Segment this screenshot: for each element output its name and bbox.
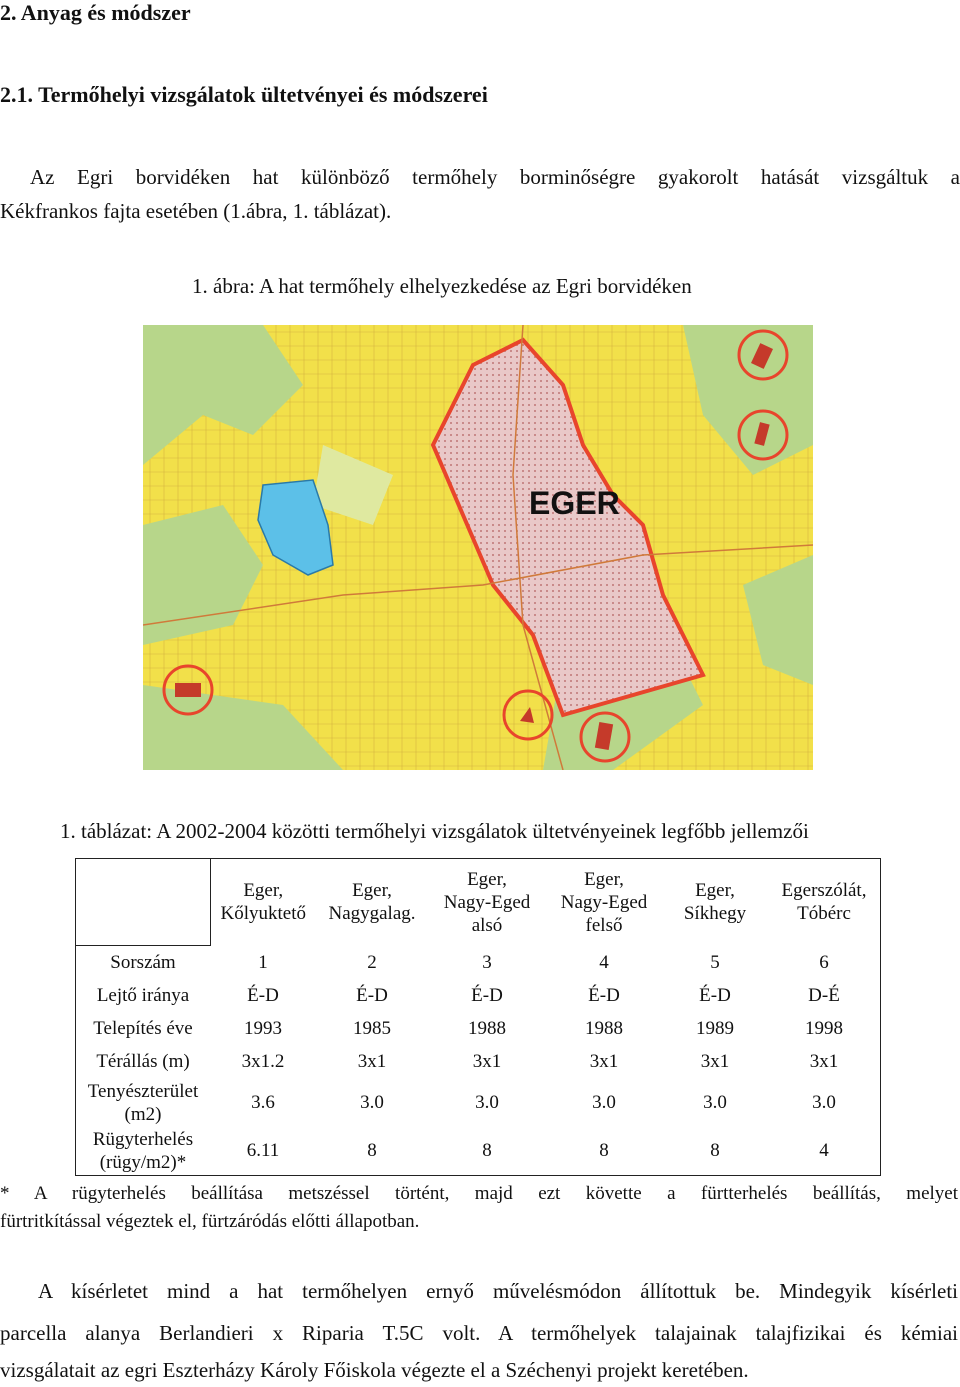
table-cell: 3x1 xyxy=(809,1051,839,1073)
table-cell: 3 xyxy=(482,951,492,973)
subsection-heading: 2.1. Termőhelyi vizsgálatok ültetvényei és módszerei xyxy=(0,82,488,107)
intro-line-1: Az Egri borvidéken hat különböző termőhely borminőségre gyakorolt hatását vizsgáltuk a xyxy=(30,165,960,189)
row-label: Sorszám xyxy=(110,951,176,973)
table-cell: 3.0 xyxy=(703,1092,727,1113)
table-row xyxy=(76,1127,880,1175)
table-cell: É-D xyxy=(247,984,279,1006)
table-row xyxy=(76,1078,880,1126)
table-cell: É-D xyxy=(588,984,620,1006)
table-cell: É-D xyxy=(471,984,503,1006)
para2-line-3: vizsgálatait az egri Eszterházy Károly Főiskola végezte el a Széchenyi projekt keretében. xyxy=(0,1358,749,1382)
table-row xyxy=(76,1012,880,1045)
row-label: Telepítés éve xyxy=(93,1018,193,1040)
table-header-cell: Eger, Síkhegy xyxy=(683,880,747,925)
table-cell: 3.6 xyxy=(251,1092,275,1113)
footnote-line-1: * A rügyterhelés beállítása metszéssel történt, majd ezt követte a fürtterhelés beállítás, melyet xyxy=(0,1183,958,1204)
row-label: Lejtő iránya xyxy=(96,984,190,1006)
table-cell: 1988 xyxy=(585,1018,623,1040)
table-cell: D-É xyxy=(808,984,840,1006)
row-label: Tenyészterület (m2) xyxy=(87,1080,199,1125)
table-cell: 3x1 xyxy=(472,1051,502,1073)
table-row xyxy=(76,1045,880,1078)
table-corner-cell xyxy=(76,859,210,946)
section-heading: 2. Anyag és módszer xyxy=(0,0,191,25)
table-cell: 1998 xyxy=(805,1018,843,1040)
table-header-cell: Eger, Nagy-Eged felső xyxy=(560,868,648,936)
table-cell: 3.0 xyxy=(812,1092,836,1113)
table-cell: 4 xyxy=(599,951,609,973)
row-label: Rügyterhelés (rügy/m2)* xyxy=(92,1128,194,1173)
site-table-grid xyxy=(76,859,880,1175)
table-cell: 1989 xyxy=(696,1018,734,1040)
table-header-cell: Egerszólát, Tóbérc xyxy=(781,880,867,925)
table-row xyxy=(76,979,880,1012)
table-cell: 3x1 xyxy=(589,1051,619,1073)
map-graphic xyxy=(143,325,813,770)
table-header-cell: Eger, Nagygalag. xyxy=(328,880,416,925)
eger-map xyxy=(143,325,813,770)
table-cell: 1985 xyxy=(353,1018,391,1040)
table-cell: 3x1 xyxy=(357,1051,387,1073)
site-table xyxy=(75,858,881,1176)
table-cell: 3x1.2 xyxy=(241,1051,285,1073)
table-cell: 3.0 xyxy=(592,1092,616,1113)
table-cell: É-D xyxy=(699,984,731,1006)
table-header-cell: Eger, Kőlyuktető xyxy=(220,880,306,925)
table-cell: 6 xyxy=(819,951,829,973)
table-caption: 1. táblázat: A 2002-2004 közötti termőhelyi vizsgálatok ültetvényeinek legfőbb jellemzői xyxy=(60,819,809,843)
table-header-cell: Eger, Nagy-Eged alsó xyxy=(443,868,531,936)
para2-line-2: parcella alanya Berlandieri x Riparia T.5C volt. A termőhelyek talajainak talajfizikai és kémiai xyxy=(0,1321,958,1345)
table-cell: 8 xyxy=(482,1140,492,1162)
table-cell: 1988 xyxy=(468,1018,506,1040)
table-cell: 6.11 xyxy=(246,1140,280,1162)
table-cell: 1993 xyxy=(244,1018,282,1040)
table-cell: 3.0 xyxy=(475,1092,499,1113)
intro-line-2: Kékfrankos fajta esetében (1.ábra, 1. táblázat). xyxy=(0,199,392,223)
para2-line-1: A kísérletet mind a hat termőhelyen ernyő művelésmódon állítottuk be. Mindegyik kísérleti xyxy=(38,1279,958,1303)
table-cell: 8 xyxy=(367,1140,377,1162)
table-row xyxy=(76,946,880,979)
table-cell: 8 xyxy=(599,1140,609,1162)
table-header-row xyxy=(76,859,880,946)
table-cell: 1 xyxy=(258,951,268,973)
table-cell: 3x1 xyxy=(700,1051,730,1073)
table-cell: 5 xyxy=(710,951,720,973)
table-cell: 3.0 xyxy=(360,1092,384,1113)
footnote-line-2: fürtritkítással végeztek el, fürtzáródás előtti állapotban. xyxy=(0,1211,420,1232)
row-label: Térállás (m) xyxy=(96,1051,190,1073)
map-label-eger: EGER xyxy=(529,485,620,521)
table-cell: 8 xyxy=(710,1140,720,1162)
table-cell: 2 xyxy=(367,951,377,973)
table-cell: É-D xyxy=(356,984,388,1006)
table-cell: 4 xyxy=(819,1140,829,1162)
figure-caption: 1. ábra: A hat termőhely elhelyezkedése az Egri borvidéken xyxy=(192,274,692,298)
